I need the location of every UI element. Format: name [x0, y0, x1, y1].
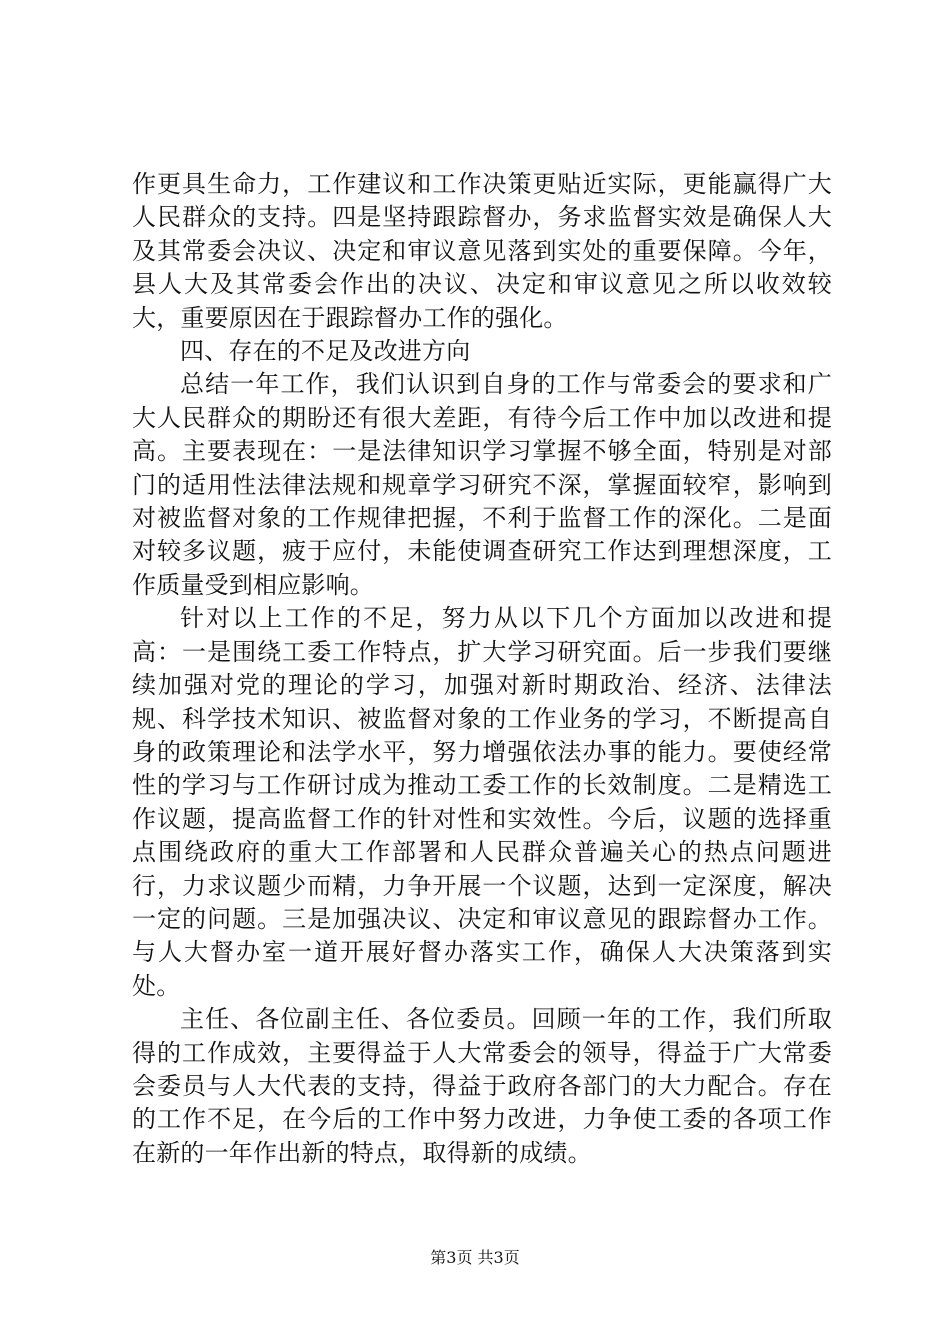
paragraph-closing: 主任、各位副主任、各位委员。回顾一年的工作，我们所取得的工作成效，主要得益于人大常委会的领导，得益于广大常委会委员与人大代表的支持，得益于政府各部门的大力配合。存在的工作不足，在今后的工作中努力改进，力争使工委的各项工作在新的一年作出新的特点，取得新的成绩。: [132, 1005, 832, 1167]
paragraph-shortcomings: 总结一年工作，我们认识到自身的工作与常委会的要求和广大人民群众的期盼还有很大差距，有待今后工作中加以改进和提高。主要表现在：一是法律知识学习掌握不够全面，特别是对部门的适用性法律法规和规章学习研究不深，掌握面较窄，影响到对被监督对象的工作规律把握，不利于监督工作的深化。二是面对较多议题，疲于应付，未能使调查研究工作达到理想深度，工作质量受到相应影响。: [132, 370, 832, 599]
paragraph-improvements: 针对以上工作的不足，努力从以下几个方面加以改进和提高：一是围绕工委工作特点，扩大学习研究面。后一步我们要继续加强对党的理论的学习，加强对新时期政治、经济、法律法规、科学技术知识、被监督对象的工作业务的学习，不断提高自身的政策理论和法学水平，努力增强依法办事的能力。要使经常性的学习与工作研讨成为推动工委工作的长效制度。二是精选工作议题，提高监督工作的针对性和实效性。今后，议题的选择重点围绕政府的重大工作部署和人民群众普遍关心的热点问题进行，力求议题少而精，力争开展一个议题，达到一定深度，解决一定的问题。三是加强决议、决定和审议意见的跟踪督办工作。与人大督办室一道开展好督办落实工作，确保人大决策落到实处。: [132, 604, 832, 1000]
section-heading: 四、存在的不足及改进方向: [180, 337, 471, 366]
paragraph-continuation: 作更具生命力，工作建议和工作决策更贴近实际，更能赢得广大人民群众的支持。四是坚持跟踪督办，务求监督实效是确保人大及其常委会决议、决定和审议意见落到实处的重要保障。今年，县人大及其常委会作出的决议、决定和审议意见之所以收效较大，重要原因在于跟踪督办工作的强化。: [132, 170, 832, 332]
document-body: [132, 168, 832, 1170]
page-footer: 第3页 共3页: [430, 1248, 520, 1267]
